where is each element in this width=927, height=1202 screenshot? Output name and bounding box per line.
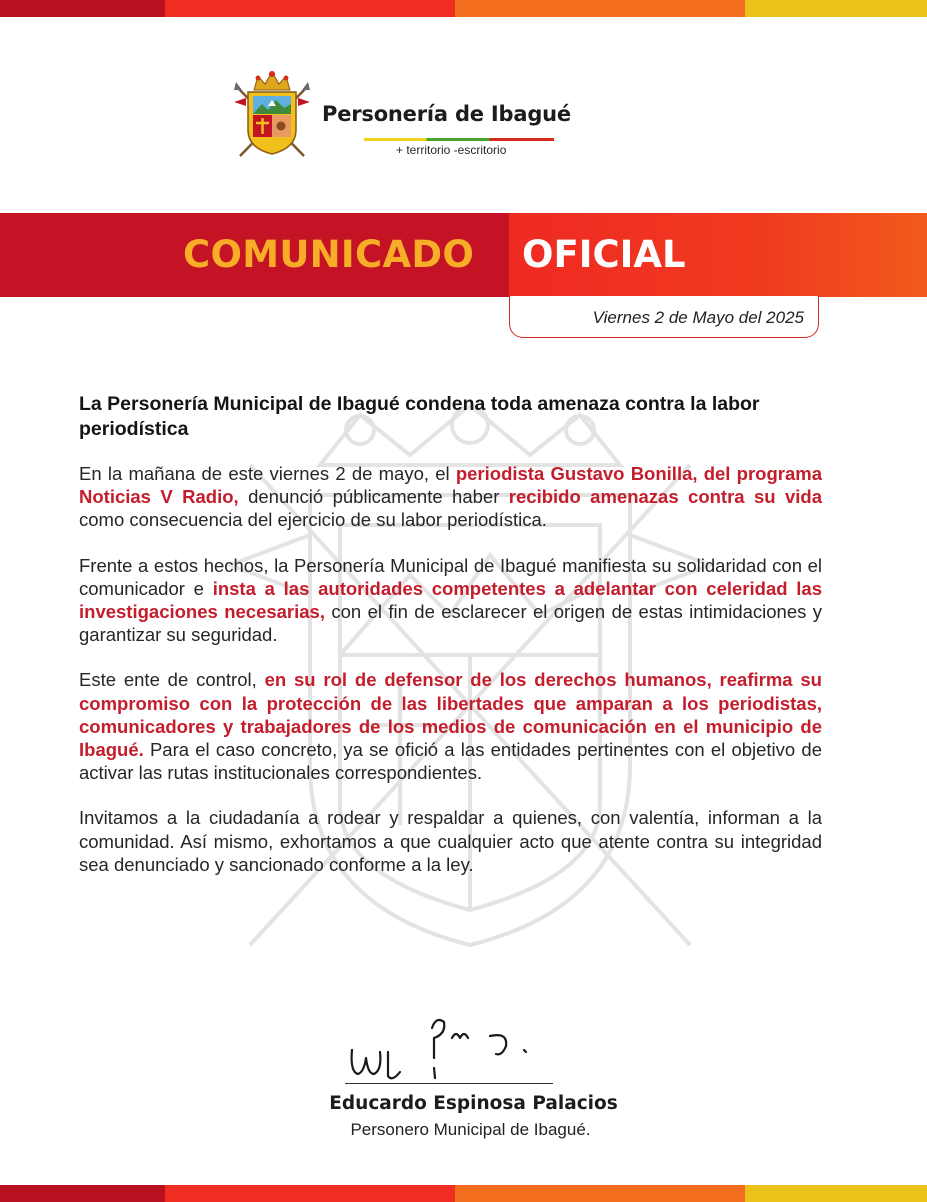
statement-body [79, 392, 822, 898]
paragraph-3-text-2: Para el caso concreto, ya se ofició a las entidades pertinentes con el objetivo de activar las rutas institucionales correspondientes. [79, 739, 822, 784]
title-banner [0, 213, 927, 297]
top-stripe-yellow [745, 0, 927, 17]
brand-tagline: + territorio -escritorio [396, 143, 507, 157]
signature-line [345, 1083, 553, 1084]
paragraph-3-text-1: Este ente de control, [79, 669, 265, 691]
top-stripe-orange [455, 0, 745, 17]
paragraph-2 [79, 554, 822, 647]
top-stripe-orange-red [165, 0, 455, 17]
paragraph-2-highlight-1: insta a las autoridades competentes a adelantar con celeridad las investigaciones necesarias, [79, 577, 822, 623]
statement-headline: La Personería Municipal de Ibagué condena toda amenaza contra la labor periodística [79, 393, 760, 440]
coat-of-arms-icon [232, 68, 312, 160]
brand-header [232, 68, 632, 168]
paragraph-3 [79, 668, 822, 784]
paragraph-4-text-1: Invitamos a la ciudadanía a rodear y respaldar a quienes, con valentía, informan a la comunidad. Así mismo, exhortamos a que cualquier acto que atente contra su integridad sea denunciado y sancionado conforme a la ley. [79, 807, 822, 875]
date-text: Viernes 2 de Mayo del 2025 [592, 308, 804, 327]
paragraph-1-text-2: denunció públicamente haber [238, 486, 509, 508]
banner-title-oficial: OFICIAL [522, 233, 686, 276]
brand-tricolor-line [364, 138, 554, 141]
paragraph-3-highlight-1: en su rol de defensor de los derechos humanos, reafirma su compromiso con la protección de las libertades que amparan a los periodistas, comunicadores y trabajadores de los medios de comunicación en el municipio de Ibagué. [79, 669, 822, 761]
handwritten-signature [340, 1012, 570, 1090]
signer-role: Personero Municipal de Ibagué. [350, 1120, 591, 1139]
signer-name: Educardo Espinosa Palacios [329, 1093, 618, 1114]
paragraph-1-highlight-1: periodista Gustavo Bonilla, del programa Noticias V Radio, [79, 463, 822, 508]
paragraph-2-text-2: con el fin de esclarecer el origen de estas intimidaciones y garantizar su seguridad. [79, 601, 823, 646]
bottom-stripe-orange-red [165, 1185, 455, 1202]
bottom-stripe-yellow [745, 1185, 927, 1202]
brand-name: Personería de Ibagué [322, 102, 571, 126]
top-stripe-red [0, 0, 165, 17]
banner-title-comunicado: COMUNICADO [183, 233, 475, 276]
paragraph-1-text-1: En la mañana de este viernes 2 de mayo, el [79, 463, 456, 484]
bottom-stripe-orange [455, 1185, 745, 1202]
paragraph-1 [79, 462, 822, 532]
paragraph-1-highlight-2: recibido amenazas contra su vida [508, 486, 823, 508]
bottom-stripe-red [0, 1185, 165, 1202]
date-box [509, 296, 819, 338]
paragraph-2-text-1: Frente a estos hechos, la Personería Municipal de Ibagué manifiesta su solidaridad con el comunicador e [79, 554, 822, 599]
paragraph-1-text-3: como consecuencia del ejercicio de su labor periodística. [79, 509, 547, 531]
paragraph-4 [79, 806, 822, 876]
